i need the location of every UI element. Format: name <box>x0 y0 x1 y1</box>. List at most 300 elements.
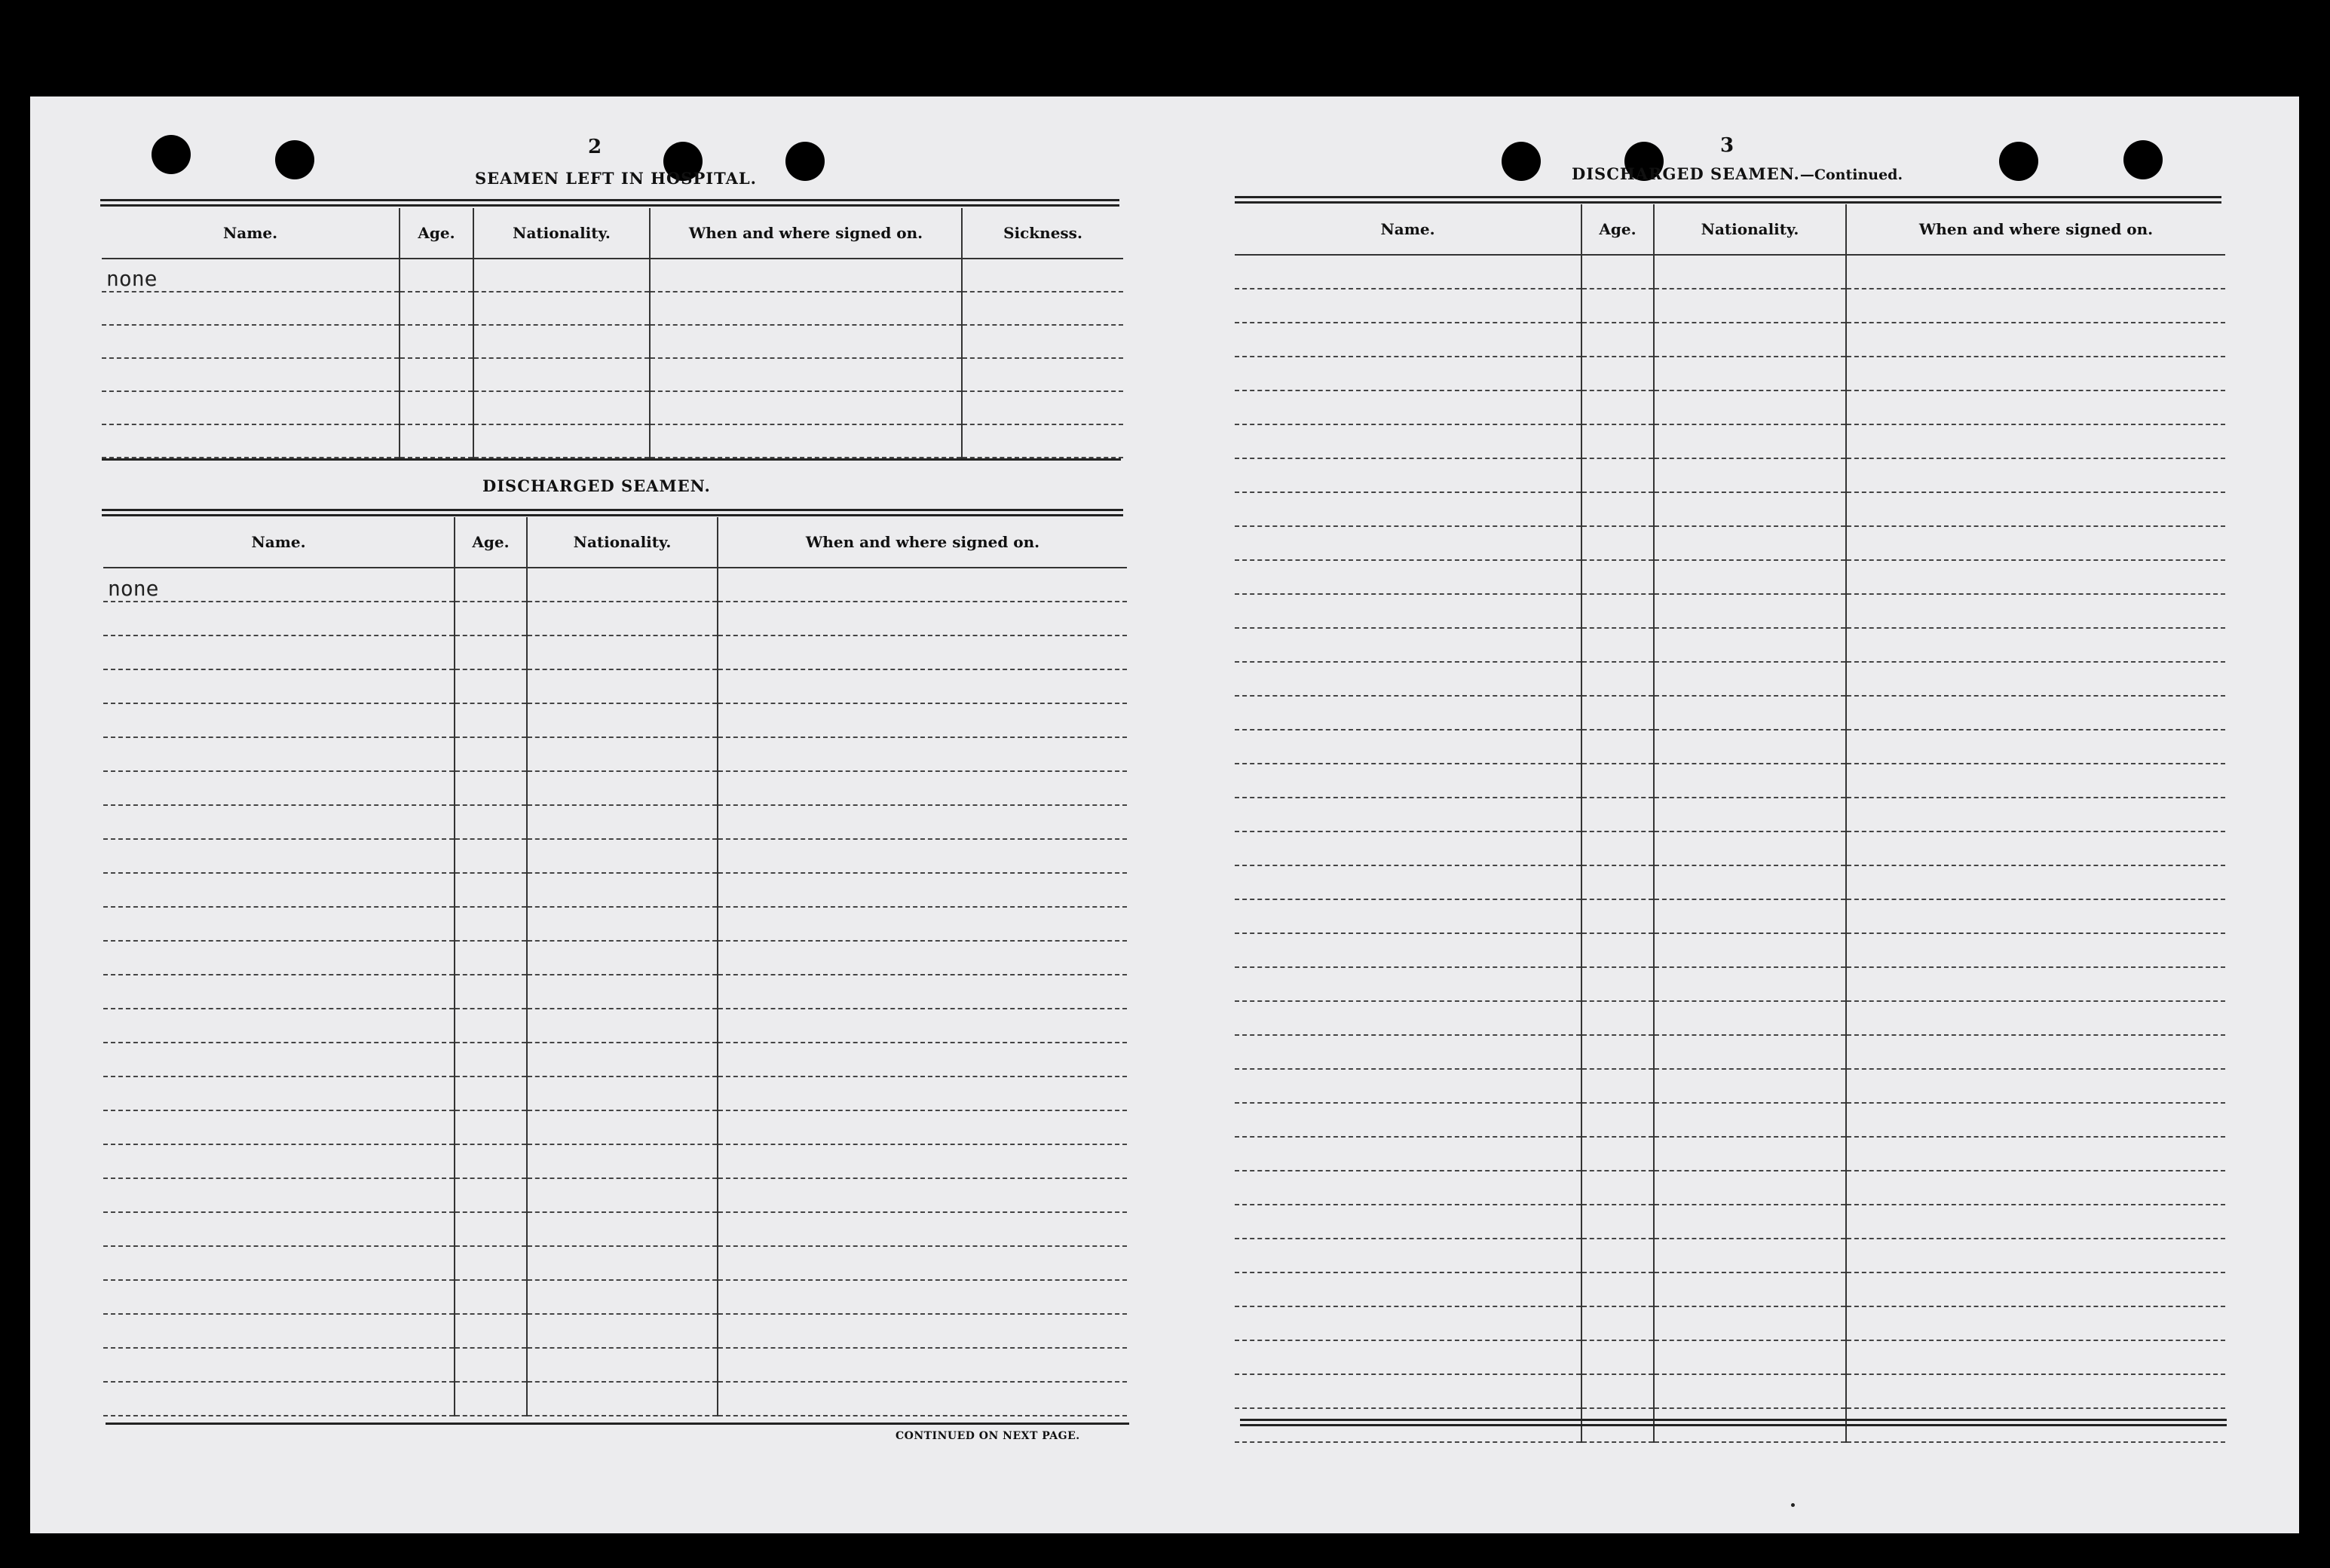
table-row <box>1235 458 2225 492</box>
table-cell <box>1581 899 1654 933</box>
table-cell <box>527 1314 718 1348</box>
table-cell <box>455 1144 527 1178</box>
table-row <box>1235 1137 2225 1171</box>
table-cell <box>1235 1340 1581 1374</box>
table-cell <box>1581 1340 1654 1374</box>
table-cell <box>1235 1239 1581 1272</box>
table-cell <box>1846 458 2225 492</box>
table-cell <box>102 358 400 391</box>
table-cell <box>1235 560 1581 594</box>
table-cell <box>962 391 1123 424</box>
table-row <box>1235 594 2225 628</box>
table-cell <box>718 1314 1127 1348</box>
table-cell <box>1235 458 1581 492</box>
table-cell <box>400 358 473 391</box>
table-row <box>1235 526 2225 560</box>
table-cell <box>1654 831 1846 865</box>
table-cell <box>473 259 650 292</box>
table-cell <box>103 1212 455 1246</box>
table-cell <box>1654 1137 1846 1171</box>
continued-note: CONTINUED ON NEXT PAGE. <box>896 1430 1080 1442</box>
table-cell <box>1235 1205 1581 1239</box>
table-cell <box>1581 1001 1654 1035</box>
table-cell <box>1581 1103 1654 1137</box>
table-cell <box>1581 390 1654 424</box>
page-number: 2 <box>587 136 602 158</box>
column-header: When and where signed on. <box>718 517 1127 568</box>
table-row <box>1235 492 2225 526</box>
table-cell <box>1581 1035 1654 1069</box>
table-row <box>103 602 1127 635</box>
table-row <box>103 1110 1127 1144</box>
table-row <box>103 1144 1127 1178</box>
table-row <box>102 391 1123 424</box>
table-cell <box>103 1314 455 1348</box>
table-cell <box>103 737 455 771</box>
table-cell <box>1654 899 1846 933</box>
table-cell <box>718 1246 1127 1280</box>
table-cell <box>1581 662 1654 696</box>
column-header: Age. <box>455 517 527 568</box>
table-cell <box>1846 1137 2225 1171</box>
table-row <box>103 975 1127 1009</box>
table-cell <box>455 602 527 635</box>
table-cell <box>103 669 455 703</box>
table-cell <box>103 873 455 907</box>
section-title-discharged: DISCHARGED SEAMEN. <box>482 476 711 495</box>
table-row <box>1235 1272 2225 1306</box>
table-cell <box>1235 1035 1581 1069</box>
double-rule <box>100 204 1119 207</box>
table-cell <box>400 325 473 358</box>
table-cell <box>455 1348 527 1382</box>
table-row <box>103 1076 1127 1110</box>
table-cell <box>1846 560 2225 594</box>
column-header: Name. <box>1235 204 1581 255</box>
table-cell <box>527 1110 718 1144</box>
table-cell <box>1654 289 1846 323</box>
table-cell <box>718 805 1127 839</box>
table-cell <box>1235 289 1581 323</box>
table-cell <box>1846 1374 2225 1408</box>
table-cell <box>718 1110 1127 1144</box>
table-row <box>102 292 1123 325</box>
table-row <box>1235 424 2225 458</box>
table-cell <box>718 975 1127 1009</box>
table-cell <box>718 703 1127 737</box>
table-row <box>1235 798 2225 831</box>
table-cell <box>527 839 718 873</box>
table-row <box>1235 1035 2225 1069</box>
table-row <box>103 669 1127 703</box>
table-cell <box>527 1178 718 1212</box>
table-row <box>1235 255 2225 289</box>
table-cell <box>1235 255 1581 289</box>
table-cell <box>1581 255 1654 289</box>
table-cell <box>1654 696 1846 730</box>
table-cell <box>1846 1171 2225 1205</box>
table-cell <box>718 1009 1127 1043</box>
table-cell <box>1581 696 1654 730</box>
table-cell <box>1581 764 1654 798</box>
table-cell <box>455 839 527 873</box>
table-cell <box>1235 764 1581 798</box>
table-cell <box>1846 357 2225 390</box>
table-row <box>1235 730 2225 764</box>
table-cell <box>1846 526 2225 560</box>
table-cell <box>650 292 962 325</box>
punch-hole <box>2123 140 2163 179</box>
table-cell <box>1846 424 2225 458</box>
table-cell <box>103 941 455 975</box>
table-cell <box>400 259 473 292</box>
table-cell <box>527 1280 718 1314</box>
table-cell <box>400 391 473 424</box>
table-cell <box>527 873 718 907</box>
table-row <box>103 1009 1127 1043</box>
table-cell <box>718 941 1127 975</box>
column-header: Name. <box>102 208 400 259</box>
table-cell <box>1654 255 1846 289</box>
column-header: Age. <box>1581 204 1654 255</box>
table-cell <box>1846 831 2225 865</box>
table-row <box>1235 1001 2225 1035</box>
table-cell <box>1846 899 2225 933</box>
table-cell <box>1654 560 1846 594</box>
table-cell <box>455 975 527 1009</box>
table-cell <box>1581 1137 1654 1171</box>
table-cell <box>455 737 527 771</box>
table-cell <box>527 907 718 941</box>
table-row <box>1235 357 2225 390</box>
table-cell <box>962 292 1123 325</box>
table-cell <box>962 358 1123 391</box>
table-cell <box>1654 798 1846 831</box>
table-cell <box>1846 1340 2225 1374</box>
table-cell <box>1654 1035 1846 1069</box>
table-row <box>103 703 1127 737</box>
double-rule <box>1240 1424 2227 1426</box>
table-row <box>103 1178 1127 1212</box>
table-cell <box>1846 390 2225 424</box>
table-cell <box>1581 865 1654 899</box>
table-cell <box>1581 933 1654 967</box>
table-cell <box>718 635 1127 669</box>
table-cell <box>650 325 962 358</box>
table-cell <box>1654 1239 1846 1272</box>
table-row <box>1235 1103 2225 1137</box>
table-cell <box>1654 458 1846 492</box>
table-cell <box>1846 933 2225 967</box>
table-cell <box>1846 628 2225 662</box>
table-row <box>102 259 1123 292</box>
table-row <box>103 1212 1127 1246</box>
table-cell <box>1846 730 2225 764</box>
table-cell <box>962 259 1123 292</box>
table-cell <box>455 1246 527 1280</box>
table-cell <box>1235 357 1581 390</box>
table-cell <box>1654 1205 1846 1239</box>
table-cell <box>1654 526 1846 560</box>
table-cell <box>718 1382 1127 1416</box>
table-cell <box>102 424 400 458</box>
table-cell <box>718 1348 1127 1382</box>
table-cell <box>527 1076 718 1110</box>
table-cell <box>103 703 455 737</box>
table-cell <box>1581 628 1654 662</box>
table-cell <box>527 1212 718 1246</box>
table-cell <box>962 424 1123 458</box>
table-row <box>103 1314 1127 1348</box>
table-cell <box>1654 1306 1846 1340</box>
punch-hole <box>275 140 314 179</box>
table-cell <box>473 358 650 391</box>
table-cell <box>1235 865 1581 899</box>
hospital-table <box>102 208 1123 458</box>
table-cell <box>1846 323 2225 357</box>
table-cell <box>102 325 400 358</box>
table-cell <box>1846 289 2225 323</box>
table-cell <box>527 737 718 771</box>
table-cell <box>1235 526 1581 560</box>
table-cell <box>1846 764 2225 798</box>
table-cell <box>718 568 1127 602</box>
table-cell <box>527 635 718 669</box>
table-cell <box>1846 1103 2225 1137</box>
table-cell <box>527 805 718 839</box>
table-cell <box>527 1144 718 1178</box>
table-cell <box>718 1178 1127 1212</box>
table-cell <box>718 771 1127 805</box>
table-cell <box>1581 492 1654 526</box>
table-cell <box>1581 1171 1654 1205</box>
table-row <box>103 771 1127 805</box>
table-cell <box>473 424 650 458</box>
table-row <box>1235 1340 2225 1374</box>
page-number: 3 <box>1719 134 1734 157</box>
table-cell <box>1654 357 1846 390</box>
table-cell <box>718 1280 1127 1314</box>
table-cell <box>1581 798 1654 831</box>
table-cell <box>1581 967 1654 1001</box>
table-cell <box>718 737 1127 771</box>
table-row <box>1235 933 2225 967</box>
table-row <box>103 1348 1127 1382</box>
table-cell <box>103 805 455 839</box>
table-cell <box>1846 1035 2225 1069</box>
table-cell <box>718 602 1127 635</box>
table-row <box>103 873 1127 907</box>
table-cell <box>1654 967 1846 1001</box>
table-cell <box>103 1348 455 1382</box>
table-cell <box>1581 357 1654 390</box>
double-rule <box>102 509 1123 511</box>
table-cell <box>1654 1103 1846 1137</box>
table-cell <box>103 907 455 941</box>
table-cell <box>1846 967 2225 1001</box>
table-cell <box>1581 1374 1654 1408</box>
table-cell <box>455 1110 527 1144</box>
table-row <box>1235 323 2225 357</box>
section-title-suffix: —Continued. <box>1799 167 1903 183</box>
table-row <box>1235 696 2225 730</box>
table-row <box>1235 1306 2225 1340</box>
table-cell <box>1581 560 1654 594</box>
table-cell <box>455 1009 527 1043</box>
table-row <box>103 1246 1127 1280</box>
table-row <box>1235 1069 2225 1103</box>
table-row <box>103 839 1127 873</box>
table-cell <box>1235 1374 1581 1408</box>
table-cell <box>1235 594 1581 628</box>
table-row <box>1235 899 2225 933</box>
table-row <box>102 358 1123 391</box>
table-cell <box>1235 1069 1581 1103</box>
table-cell <box>1846 696 2225 730</box>
table-cell <box>718 839 1127 873</box>
table-cell <box>1581 323 1654 357</box>
table-row <box>103 1280 1127 1314</box>
column-header: Name. <box>103 517 455 568</box>
discharged-table <box>103 517 1127 1416</box>
table-cell <box>1654 492 1846 526</box>
table-cell <box>527 771 718 805</box>
table-cell <box>455 1178 527 1212</box>
section-title-hospital: SEAMEN LEFT IN HOSPITAL. <box>475 169 757 188</box>
table-cell <box>103 1043 455 1076</box>
table-row <box>1235 831 2225 865</box>
table-cell <box>1846 492 2225 526</box>
table-cell <box>102 292 400 325</box>
table-cell <box>1654 424 1846 458</box>
table-cell <box>400 424 473 458</box>
table-cell <box>1654 323 1846 357</box>
table-cell <box>455 771 527 805</box>
table-cell <box>718 1212 1127 1246</box>
table-cell <box>1654 1001 1846 1035</box>
table-cell <box>1581 526 1654 560</box>
paper-speck <box>1791 1503 1795 1507</box>
table-cell <box>527 1348 718 1382</box>
discharged-continued-table <box>1235 204 2225 1443</box>
table-cell <box>1654 1340 1846 1374</box>
table-cell <box>1654 594 1846 628</box>
table-cell <box>1654 933 1846 967</box>
table-cell <box>1846 1239 2225 1272</box>
table-cell <box>103 602 455 635</box>
table-cell <box>1654 1374 1846 1408</box>
column-header: When and where signed on. <box>1846 204 2225 255</box>
table-cell <box>1235 730 1581 764</box>
table-cell <box>1846 255 2225 289</box>
table-cell <box>1581 1069 1654 1103</box>
table-cell <box>1235 1137 1581 1171</box>
table-row <box>1235 390 2225 424</box>
table-row <box>1235 1205 2225 1239</box>
table-cell <box>1654 865 1846 899</box>
table-cell <box>400 292 473 325</box>
table-cell <box>1235 1306 1581 1340</box>
table-cell <box>1235 899 1581 933</box>
table-row <box>1235 560 2225 594</box>
table-cell <box>455 1382 527 1416</box>
table-cell <box>1235 798 1581 831</box>
table-cell <box>1846 1306 2225 1340</box>
table-row <box>1235 289 2225 323</box>
column-header: When and where signed on. <box>650 208 962 259</box>
table-cell <box>527 1246 718 1280</box>
table-cell <box>455 1076 527 1110</box>
table-cell <box>1654 390 1846 424</box>
table-cell <box>1235 390 1581 424</box>
table-cell <box>103 1076 455 1110</box>
table-cell <box>455 1043 527 1076</box>
table-row <box>103 635 1127 669</box>
table-cell <box>1235 424 1581 458</box>
table-cell <box>455 805 527 839</box>
table-row <box>1235 967 2225 1001</box>
table-cell <box>103 975 455 1009</box>
table-cell <box>527 602 718 635</box>
table-row <box>1235 764 2225 798</box>
table-cell <box>527 1382 718 1416</box>
section-title-discharged-continued <box>1572 164 1903 183</box>
column-header: Sickness. <box>962 208 1123 259</box>
table-cell <box>103 1280 455 1314</box>
table-cell <box>1654 628 1846 662</box>
ledger-sheet <box>30 96 2299 1533</box>
section-title-text: DISCHARGED SEAMEN. <box>1572 164 1800 183</box>
table-cell <box>1581 730 1654 764</box>
table-row <box>103 941 1127 975</box>
table-row <box>1235 628 2225 662</box>
table-row <box>103 805 1127 839</box>
table-cell <box>650 259 962 292</box>
table-cell <box>1235 492 1581 526</box>
table-cell <box>1846 1205 2225 1239</box>
table-row <box>103 1382 1127 1416</box>
table-cell <box>1846 1069 2225 1103</box>
table-cell <box>718 1144 1127 1178</box>
table-cell <box>1846 798 2225 831</box>
table-cell <box>455 635 527 669</box>
table-row <box>103 568 1127 602</box>
table-cell <box>1581 594 1654 628</box>
table-cell <box>102 391 400 424</box>
table-cell <box>527 703 718 737</box>
table-cell <box>1235 1001 1581 1035</box>
table-cell <box>1581 424 1654 458</box>
table-cell <box>1846 1272 2225 1306</box>
table-cell <box>455 1314 527 1348</box>
double-rule <box>100 199 1119 201</box>
table-row <box>103 1043 1127 1076</box>
table-cell: none <box>102 259 400 292</box>
table-cell <box>103 1009 455 1043</box>
punch-hole <box>1502 142 1541 181</box>
table-cell <box>718 873 1127 907</box>
column-header: Nationality. <box>527 517 718 568</box>
table-cell <box>1235 662 1581 696</box>
table-cell <box>103 1144 455 1178</box>
table-cell <box>1581 1205 1654 1239</box>
table-cell <box>103 839 455 873</box>
table-cell <box>1846 1001 2225 1035</box>
table-cell <box>650 358 962 391</box>
table-cell <box>1235 1272 1581 1306</box>
table-cell <box>718 1043 1127 1076</box>
table-cell <box>455 568 527 602</box>
